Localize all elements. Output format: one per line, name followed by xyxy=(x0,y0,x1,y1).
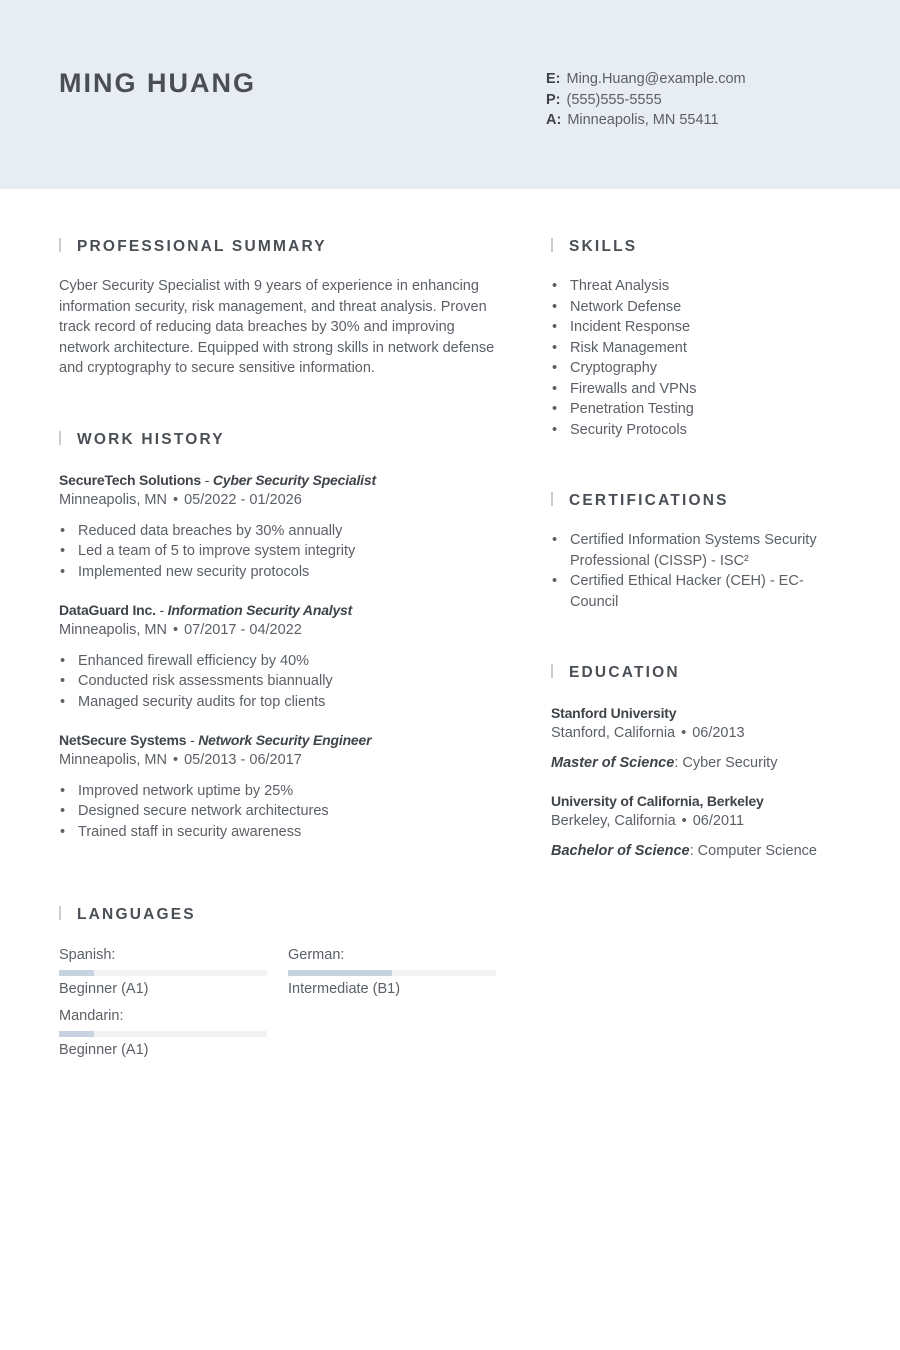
work-history-heading-text: WORK HISTORY xyxy=(77,431,225,448)
meta-dot: • xyxy=(173,622,179,638)
graduation-date: 06/2013 xyxy=(692,725,745,741)
job-meta xyxy=(59,750,509,771)
contact-phone-value: (555)555-5555 xyxy=(566,91,662,108)
languages-heading xyxy=(59,906,196,924)
job-role: Network Security Engineer xyxy=(198,732,372,748)
contact-email-value: Ming.Huang@example.com xyxy=(566,71,746,87)
job-separator: - xyxy=(201,472,213,488)
contact-block xyxy=(546,69,746,131)
skills-heading-text: SKILLS xyxy=(569,238,638,255)
heading-bar xyxy=(59,906,61,920)
list-item: • Threat Analysis xyxy=(551,276,851,297)
summary-heading xyxy=(59,238,327,256)
heading-bar xyxy=(551,664,553,678)
degree-field: : Computer Science xyxy=(689,842,817,859)
list-item: • Implemented new security protocols xyxy=(59,562,509,583)
certifications-list xyxy=(551,530,851,612)
list-item: • Certified Information Systems Security Professional (CISSP) - ISC² xyxy=(551,530,851,571)
list-item: • Enhanced firewall efficiency by 40% xyxy=(59,651,509,672)
work-history-heading xyxy=(59,431,225,449)
contact-address-key: A: xyxy=(546,112,562,128)
job-meta xyxy=(59,620,509,641)
job-entry xyxy=(59,600,509,712)
education-entry xyxy=(551,791,871,861)
language-level-fill xyxy=(288,970,392,976)
list-item: • Managed security audits for top clients xyxy=(59,692,509,713)
job-entry xyxy=(59,470,509,582)
contact-email-key: E: xyxy=(546,71,561,87)
language-name: Spanish: xyxy=(59,947,116,963)
candidate-name: MING HUANG xyxy=(59,68,256,98)
degree-line xyxy=(551,841,871,862)
school-name: Stanford University xyxy=(551,705,677,721)
language-level-bar xyxy=(288,970,496,976)
job-dates: 07/2017 - 04/2022 xyxy=(184,622,302,638)
job-separator: - xyxy=(155,602,168,618)
job-meta xyxy=(59,490,509,511)
language-entry xyxy=(288,945,496,999)
job-title-line xyxy=(59,600,509,620)
list-item: • Led a team of 5 to improve system integrity xyxy=(59,541,509,562)
job-role: Information Security Analyst xyxy=(167,602,353,618)
contact-phone xyxy=(546,90,746,111)
skills-list xyxy=(551,276,851,440)
education-heading-text: EDUCATION xyxy=(569,664,680,681)
job-dates: 05/2013 - 06/2017 xyxy=(184,752,302,768)
job-title-line xyxy=(59,730,509,750)
list-item: • Cryptography xyxy=(551,358,851,379)
language-level-fill xyxy=(59,1031,94,1037)
language-name: German: xyxy=(288,947,345,963)
list-item: • Designed secure network architectures xyxy=(59,801,509,822)
job-separator: - xyxy=(186,732,199,748)
job-entry xyxy=(59,730,509,842)
list-item: • Trained staff in security awareness xyxy=(59,822,509,843)
heading-bar xyxy=(551,492,553,506)
graduation-date: 06/2011 xyxy=(692,813,745,829)
contact-phone-key: P: xyxy=(546,91,561,108)
meta-dot: • xyxy=(173,752,179,768)
summary-text: Cyber Security Specialist with 9 years of experience in enhancing information security, risk management, and threat analysis. Proven track record of reducing data breaches by 30% and improving network architecture. Equipped with strong skills in network defense and cryptography to secure sensitive information. xyxy=(59,278,495,376)
school-location: Berkeley, California xyxy=(551,813,676,829)
job-role: Cyber Security Specialist xyxy=(212,472,376,488)
job-bullets xyxy=(59,781,509,843)
school-meta xyxy=(551,811,871,832)
list-item: • Penetration Testing xyxy=(551,399,851,420)
languages-heading-text: LANGUAGES xyxy=(77,906,196,923)
heading-bar xyxy=(59,431,61,445)
language-level: Beginner (A1) xyxy=(59,1042,149,1058)
school-name: University of California, Berkeley xyxy=(551,793,764,809)
degree-name: Master of Science xyxy=(551,754,675,771)
language-level: Beginner (A1) xyxy=(59,981,149,997)
job-company: DataGuard Inc. xyxy=(59,602,156,618)
job-location: Minneapolis, MN xyxy=(59,752,167,768)
degree-line xyxy=(551,753,871,774)
degree-field: : Cyber Security xyxy=(674,754,778,771)
meta-dot: • xyxy=(173,492,179,508)
meta-dot: • xyxy=(681,813,687,829)
job-dates: 05/2022 - 01/2026 xyxy=(184,492,302,508)
contact-address xyxy=(546,110,746,131)
certifications-heading-text: CERTIFICATIONS xyxy=(569,492,729,509)
skills-heading xyxy=(551,238,637,256)
language-level-bar xyxy=(59,1031,267,1037)
education-heading xyxy=(551,664,680,682)
language-level-bar xyxy=(59,970,267,976)
language-entry xyxy=(59,945,267,999)
list-item: • Conducted risk assessments biannually xyxy=(59,671,509,692)
language-level-fill xyxy=(59,970,94,976)
language-name: Mandarin: xyxy=(59,1008,124,1024)
job-location: Minneapolis, MN xyxy=(59,492,167,508)
heading-bar xyxy=(551,238,553,252)
language-level: Intermediate (B1) xyxy=(288,981,401,997)
job-title-line xyxy=(59,470,509,490)
job-company: SecureTech Solutions xyxy=(59,472,201,488)
contact-email xyxy=(546,69,746,90)
certifications-heading xyxy=(551,492,729,510)
job-company: NetSecure Systems xyxy=(59,732,187,748)
degree-name: Bachelor of Science xyxy=(551,842,690,859)
list-item: • Certified Ethical Hacker (CEH) - EC-Council xyxy=(551,571,851,612)
job-bullets xyxy=(59,521,509,583)
job-bullets xyxy=(59,651,509,713)
list-item: • Network Defense xyxy=(551,297,851,318)
list-item: • Incident Response xyxy=(551,317,851,338)
job-location: Minneapolis, MN xyxy=(59,622,167,638)
language-entry xyxy=(59,1006,267,1060)
list-item: • Risk Management xyxy=(551,338,851,359)
summary-heading-text: PROFESSIONAL SUMMARY xyxy=(77,238,327,255)
list-item: • Reduced data breaches by 30% annually xyxy=(59,521,509,542)
education-entry xyxy=(551,703,871,773)
contact-address-value: Minneapolis, MN 55411 xyxy=(567,112,719,128)
school-meta xyxy=(551,723,871,744)
list-item: • Firewalls and VPNs xyxy=(551,379,851,400)
list-item: • Security Protocols xyxy=(551,420,851,441)
list-item: • Improved network uptime by 25% xyxy=(59,781,509,802)
heading-bar xyxy=(59,238,61,252)
school-location: Stanford, California xyxy=(551,725,676,741)
meta-dot: • xyxy=(681,725,687,741)
